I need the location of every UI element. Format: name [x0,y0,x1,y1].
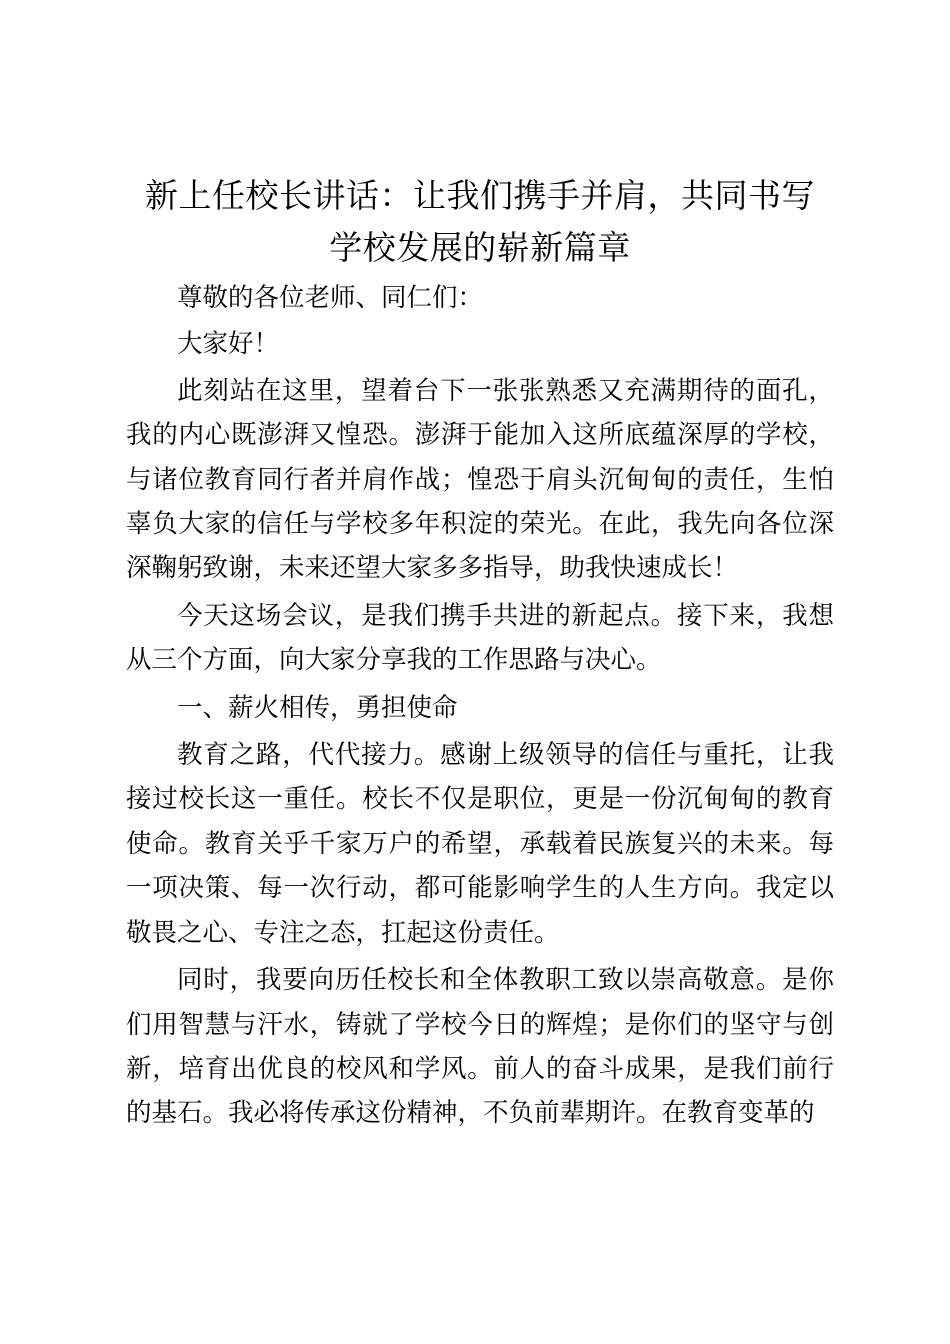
section-heading-1: 一、薪火相传，勇担使命 [177,692,458,723]
document-title [126,170,834,274]
document-body [126,276,834,1136]
body-paragraph-opening: 此刻站在这里，望着台下一张张熟悉又充满期待的面孔，我的内心既澎湃又惶恐。澎湃于能加入这所底蕴深厚的学校，与诸位教育同行者并肩作战；惶恐于肩头沉甸甸的责任，生怕辜负大家的信任与学校多年积淀的荣光。在此，我先向各位深深鞠躬致谢，未来还望大家多多指导，助我快速成长！ [126,375,834,584]
title-line-2: 学校发展的崭新篇章 [329,228,631,267]
salutation: 尊敬的各位老师、同仁们： [177,283,484,313]
section-1-paragraph: 教育之路，代代接力。感谢上级领导的信任与重托，让我接过校长这一重任。校长不仅是职位，更是一份沉甸甸的教育使命。教育关乎千家万户的希望，承载着民族复兴的未来。每一项决策、每一次行动，都可能影响学生的人生方向。我定以敬畏之心、专注之态，扛起这份责任。 [126,740,834,948]
greeting: 大家好！ [177,329,280,360]
document-content [126,170,834,1136]
section-1-paragraph: 同时，我要向历任校长和全体教职工致以崇高敬意。是你们用智慧与汗水，铸就了学校今日的辉煌；是你们的坚守与创新，培育出优良的校风和学风。前人的奋斗成果，是我们前行的基石。我必将传承这份精神，不负前辈期许。在教育变革的 [126,965,834,1129]
title-line-1: 新上任校长讲话：让我们携手并肩，共同书写 [145,176,815,215]
body-paragraph-outline: 今天这场会议，是我们携手共进的新起点。接下来，我想从三个方面，向大家分享我的工作思路与决心。 [126,600,834,676]
